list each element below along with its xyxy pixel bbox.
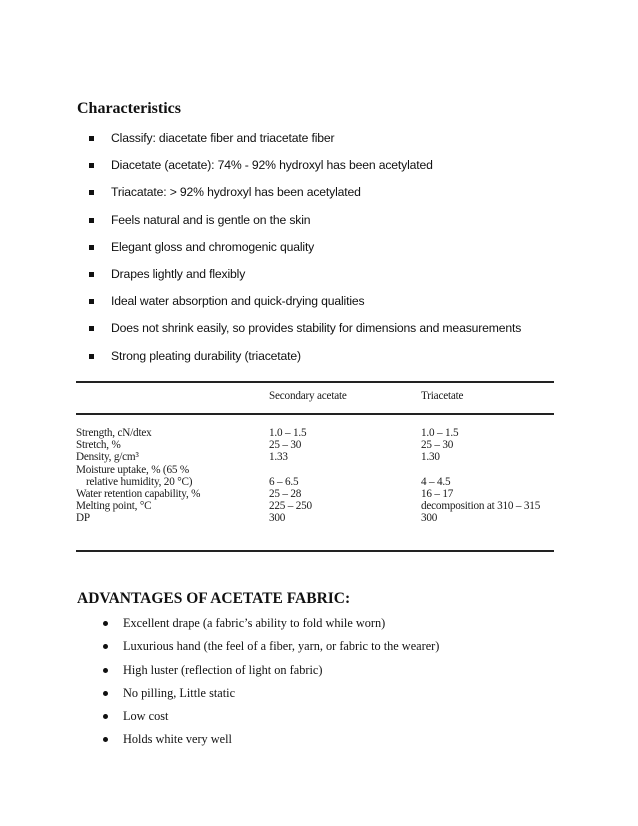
triacetate-value: 1.30 [421, 451, 440, 464]
advantage-item [103, 616, 439, 639]
triacetate-value: 25 – 30 [421, 439, 454, 452]
square-bullet-icon [89, 272, 94, 277]
table-row [76, 488, 554, 500]
characteristic-item [89, 240, 521, 267]
round-bullet-icon [103, 621, 108, 626]
characteristic-text: Classify: diacetate fiber and triacetate fiber [111, 131, 335, 145]
secondary-acetate-value: 25 – 30 [269, 439, 302, 452]
triacetate-value: 4 – 4.5 [421, 475, 451, 488]
round-bullet-icon [103, 644, 108, 649]
advantage-item [103, 709, 439, 732]
table-row [76, 500, 554, 512]
secondary-acetate-value: 225 – 250 [269, 500, 312, 513]
advantage-item [103, 663, 439, 686]
table-body [76, 427, 554, 525]
advantage-item [103, 732, 439, 755]
column-header-secondary-acetate: Secondary acetate [269, 390, 347, 402]
secondary-acetate-value: 300 [269, 512, 286, 525]
table-top-rule [76, 381, 554, 383]
characteristic-item [89, 267, 521, 294]
square-bullet-icon [89, 163, 94, 168]
advantage-text: Low cost [123, 709, 169, 724]
property-label: Strength, cN/dtex [76, 427, 152, 439]
triacetate-value: 16 – 17 [421, 487, 454, 500]
secondary-acetate-value: 25 – 28 [269, 487, 302, 500]
advantages-list [103, 616, 439, 756]
characteristic-text: Feels natural and is gentle on the skin [111, 212, 311, 227]
advantage-item [103, 686, 439, 709]
table-row [76, 464, 554, 476]
advantage-text: Excellent drape (a fabric’s ability to fold while worn) [123, 616, 386, 630]
characteristic-text: Triacatate: > 92% hydroxyl has been acetylated [111, 185, 361, 200]
round-bullet-icon [103, 691, 108, 696]
square-bullet-icon [89, 245, 94, 250]
property-label: Melting point, °C [76, 500, 152, 513]
property-label: Moisture uptake, % (65 % [76, 463, 189, 476]
triacetate-value: decomposition at 310 – 315 [421, 500, 541, 513]
characteristic-item [89, 185, 521, 212]
characteristic-text: Diacetate (acetate): 74% - 92% hydroxyl has been acetylated [111, 158, 433, 173]
property-label: Water retention capability, % [76, 487, 201, 500]
table-row [76, 427, 554, 439]
secondary-acetate-value: 1.33 [269, 451, 288, 464]
table-row [76, 512, 554, 524]
round-bullet-icon [103, 737, 108, 742]
advantage-item [103, 639, 439, 662]
characteristic-item [89, 213, 521, 240]
secondary-acetate-value: 6 – 6.5 [269, 475, 299, 488]
characteristic-text: Elegant gloss and chromogenic quality [111, 239, 315, 254]
advantage-text: High luster (reflection of light on fabric) [123, 662, 323, 677]
characteristic-text: Does not shrink easily, so provides stability for dimensions and measurements [111, 321, 522, 336]
table-bottom-rule [76, 550, 554, 552]
table-row [76, 451, 554, 463]
square-bullet-icon [89, 136, 94, 141]
table-row [76, 476, 554, 488]
property-label: DP [76, 512, 90, 525]
table-header-rule [76, 413, 554, 415]
secondary-acetate-value: 1.0 – 1.5 [269, 427, 307, 439]
property-label: Stretch, % [76, 439, 121, 452]
square-bullet-icon [89, 190, 94, 195]
characteristic-item [89, 158, 521, 185]
round-bullet-icon [103, 668, 108, 673]
advantage-text: Holds white very well [123, 732, 232, 747]
advantages-heading: ADVANTAGES OF ACETATE FABRIC: [77, 590, 351, 607]
triacetate-value: 1.0 – 1.5 [421, 427, 459, 439]
triacetate-value: 300 [421, 512, 438, 525]
square-bullet-icon [89, 326, 94, 331]
advantage-text: Luxurious hand (the feel of a fiber, yarn, or fabric to the wearer) [123, 639, 440, 654]
square-bullet-icon [89, 218, 94, 223]
characteristic-text: Ideal water absorption and quick-drying qualities [111, 294, 365, 309]
characteristic-text: Strong pleating durability (triacetate) [111, 348, 301, 363]
characteristics-list [89, 131, 521, 376]
characteristic-item [89, 321, 521, 348]
advantage-text: No pilling, Little static [123, 685, 236, 700]
round-bullet-icon [103, 714, 108, 719]
property-label: relative humidity, 20 °C) [86, 475, 193, 488]
property-label: Density, g/cm³ [76, 451, 139, 464]
column-header-triacetate: Triacetate [421, 390, 464, 402]
characteristic-item [89, 131, 521, 158]
characteristic-item [89, 349, 521, 376]
characteristic-text: Drapes lightly and flexibly [111, 266, 246, 281]
square-bullet-icon [89, 354, 94, 359]
characteristic-item [89, 294, 521, 321]
properties-table [76, 377, 554, 555]
characteristics-heading: Characteristics [77, 100, 181, 117]
table-row [76, 439, 554, 451]
square-bullet-icon [89, 299, 94, 304]
